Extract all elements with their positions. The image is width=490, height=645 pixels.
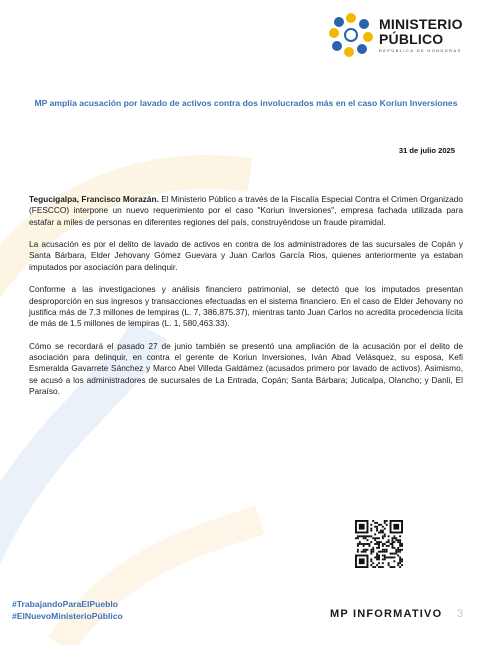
paragraph-1	[29, 194, 463, 228]
paragraph-text: La acusación es por el delito de lavado de activos en contra de los administradores de las sucursales de Copán y Santa Bárbara, Elder Jehovany Gómez Guevara y Juan Carlos García Rios, quienes anteriormente ya estaban imputados por asociación para delinquir.	[29, 239, 463, 272]
hashtag-nuevo-ministerio[interactable]: #ElNuevoMinisterioPúblico	[12, 611, 123, 621]
paragraph-text: El Ministerio Público a través de la Fiscalía Especial Contra el Crimen Organizado (FESCCO) interpone un nuevo requerimiento por el caso "Koriun Inversiones", empresa fachada utilizada para estafar a miles de personas en diferentes regiones del país, construyéndose un fraude piramidal.	[29, 194, 463, 227]
paragraph-text: Cómo se recordará el pasado 27 de junio también se presentó una ampliación de la acusación por el delito de asociación para delinquir, en contra el gerente de Koriun Inversiones, Iván Abad Velásquez, su esposa, Kefi Esmeralda Gavarrete Sánchez y Marco Abel Villeda Galdámez (acusados primero por lavado de activos). Asimismo, se acusó a los administradores de sucursales de La Entrada, Copán; Santa Bárbara; Juticalpa, Olancho; y Danli, El Paraíso.	[29, 340, 463, 397]
paragraph-text: Conforme a las investigaciones y análisis financiero patrimonial, se detectó que los imputados presentan desproporción en sus ingresos y transacciones efectuadas en el sistema financiero. En el caso de Elder Jehovany no justifica más de 7.3 millones de lempiras (L. 7, 386,875.37), mientras tanto Juan Carlos no acredita procedencia lícita de más de 1.5 millones de lempiras (L. 1, 580,463.33).	[29, 284, 463, 329]
mp-informativo-label: MP INFORMATIVO	[330, 608, 443, 620]
logo-title-line2: PÚBLICO	[379, 30, 444, 47]
hashtag-trabajando[interactable]: #TrabajandoParaElPueblo	[12, 599, 119, 609]
paragraph-3	[29, 284, 463, 329]
hashtags	[12, 598, 123, 622]
logo-subtitle: REPÚBLICA DE HONDURAS	[379, 47, 462, 53]
paragraph-lead: Tegucigalpa, Francisco Morazán.	[29, 194, 159, 204]
logo-title-line1: MINISTERIO	[379, 15, 463, 32]
ministerio-publico-logo	[328, 10, 478, 60]
qr-code-icon[interactable]	[355, 520, 403, 568]
paragraph-2	[29, 239, 463, 273]
page-number: 3	[457, 608, 464, 620]
paragraph-4	[29, 341, 463, 397]
document-title: MP amplía acusación por lavado de activos contra dos involucrados más en el caso Koriun Inversiones	[34, 98, 458, 108]
document-body	[29, 194, 463, 409]
document-date: 31 de julio 2025	[398, 146, 455, 155]
ministerio-publico-logo-icon	[328, 12, 374, 58]
